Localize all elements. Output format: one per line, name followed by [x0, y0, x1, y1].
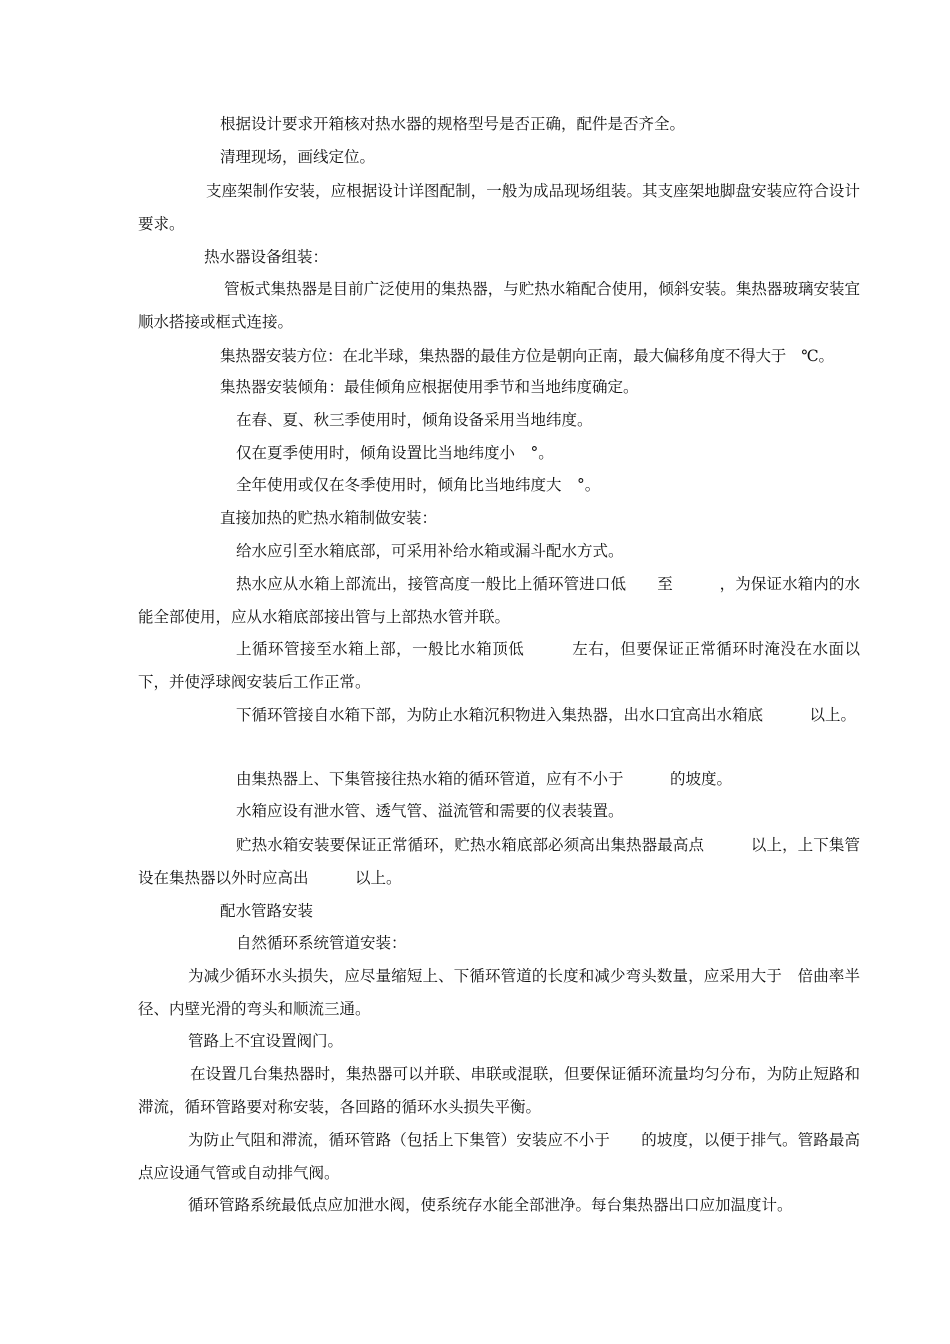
paragraph: 下循环管接自水箱下部，为防止水箱沉积物进入集热器，出水口宜高出水箱底 以上。: [236, 706, 857, 724]
paragraph: 为防止气阻和滞流，循环管路（包括上下集管）安装应不小于 的坡度，以便于排气。管路最高点应设通气管或自动排气阀。: [138, 1131, 860, 1182]
paragraph: 在设置几台集热器时，集热器可以并联、串联或混联，但要保证循环流量均匀分布，为防止短路和滞流，循环管路要对称安装，各回路的循环水头损失平衡。: [138, 1065, 860, 1116]
paragraph: 支座架制作安装，应根据设计详图配制，一般为成品现场组装。其支座架地脚盘安装应符合设计要求。: [138, 182, 860, 233]
paragraph: 为减少循环水头损失，应尽量缩短上、下循环管道的长度和减少弯头数量，应采用大于 倍曲率半径、内壁光滑的弯头和顺流三通。: [138, 967, 860, 1018]
paragraph: 全年使用或仅在冬季使用时，倾角比当地纬度大 °。: [236, 476, 601, 494]
paragraph: 热水应从水箱上部流出，接管高度一般比上循环管进口低 至 ，为保证水箱内的水能全部使用，应从水箱底部接出管与上部热水管并联。: [138, 575, 860, 626]
paragraph: 在春、夏、秋三季使用时，倾角设备采用当地纬度。: [236, 411, 593, 429]
paragraph: 水箱应设有泄水管、透气管、溢流管和需要的仪表装置。: [236, 802, 624, 820]
paragraph: 清理现场，画线定位。: [220, 148, 376, 166]
paragraph: 集热器安装倾角：最佳倾角应根据使用季节和当地纬度确定。: [220, 378, 639, 396]
paragraph: 管路上不宜设置阀门。: [188, 1032, 344, 1050]
paragraph: 上循环管接至水箱上部，一般比水箱顶低 左右，但要保证正常循环时淹没在水面以下，并使浮球阀安装后工作正常。: [138, 640, 860, 691]
paragraph: 热水器设备组装：: [204, 248, 329, 266]
paragraph: 配水管路安装: [220, 902, 314, 920]
paragraph: 自然循环系统管道安装：: [236, 934, 407, 952]
paragraph: 管板式集热器是目前广泛使用的集热器，与贮热水箱配合使用，倾斜安装。集热器玻璃安装宜顺水搭接或框式连接。: [138, 280, 860, 331]
paragraph: 根据设计要求开箱核对热水器的规格型号是否正确，配件是否齐全。: [220, 115, 686, 133]
paragraph: 给水应引至水箱底部，可采用补给水箱或漏斗配水方式。: [236, 542, 624, 560]
paragraph: 循环管路系统最低点应加泄水阀，使系统存水能全部泄净。每台集热器出口应加温度计。: [188, 1196, 793, 1214]
paragraph: 贮热水箱安装要保证正常循环，贮热水箱底部必须高出集热器最高点 以上，上下集管设在集热器以外时应高出 以上。: [138, 836, 860, 887]
paragraph: 仅在夏季使用时，倾角设置比当地纬度小 °。: [236, 444, 554, 462]
paragraph: 直接加热的贮热水箱制做安装：: [220, 509, 438, 527]
paragraph: 由集热器上、下集管接往热水箱的循环管道，应有不小于 的坡度。: [236, 770, 733, 788]
paragraph: 集热器安装方位：在北半球，集热器的最佳方位是朝向正南，最大偏移角度不得大于 ℃。: [220, 347, 834, 365]
